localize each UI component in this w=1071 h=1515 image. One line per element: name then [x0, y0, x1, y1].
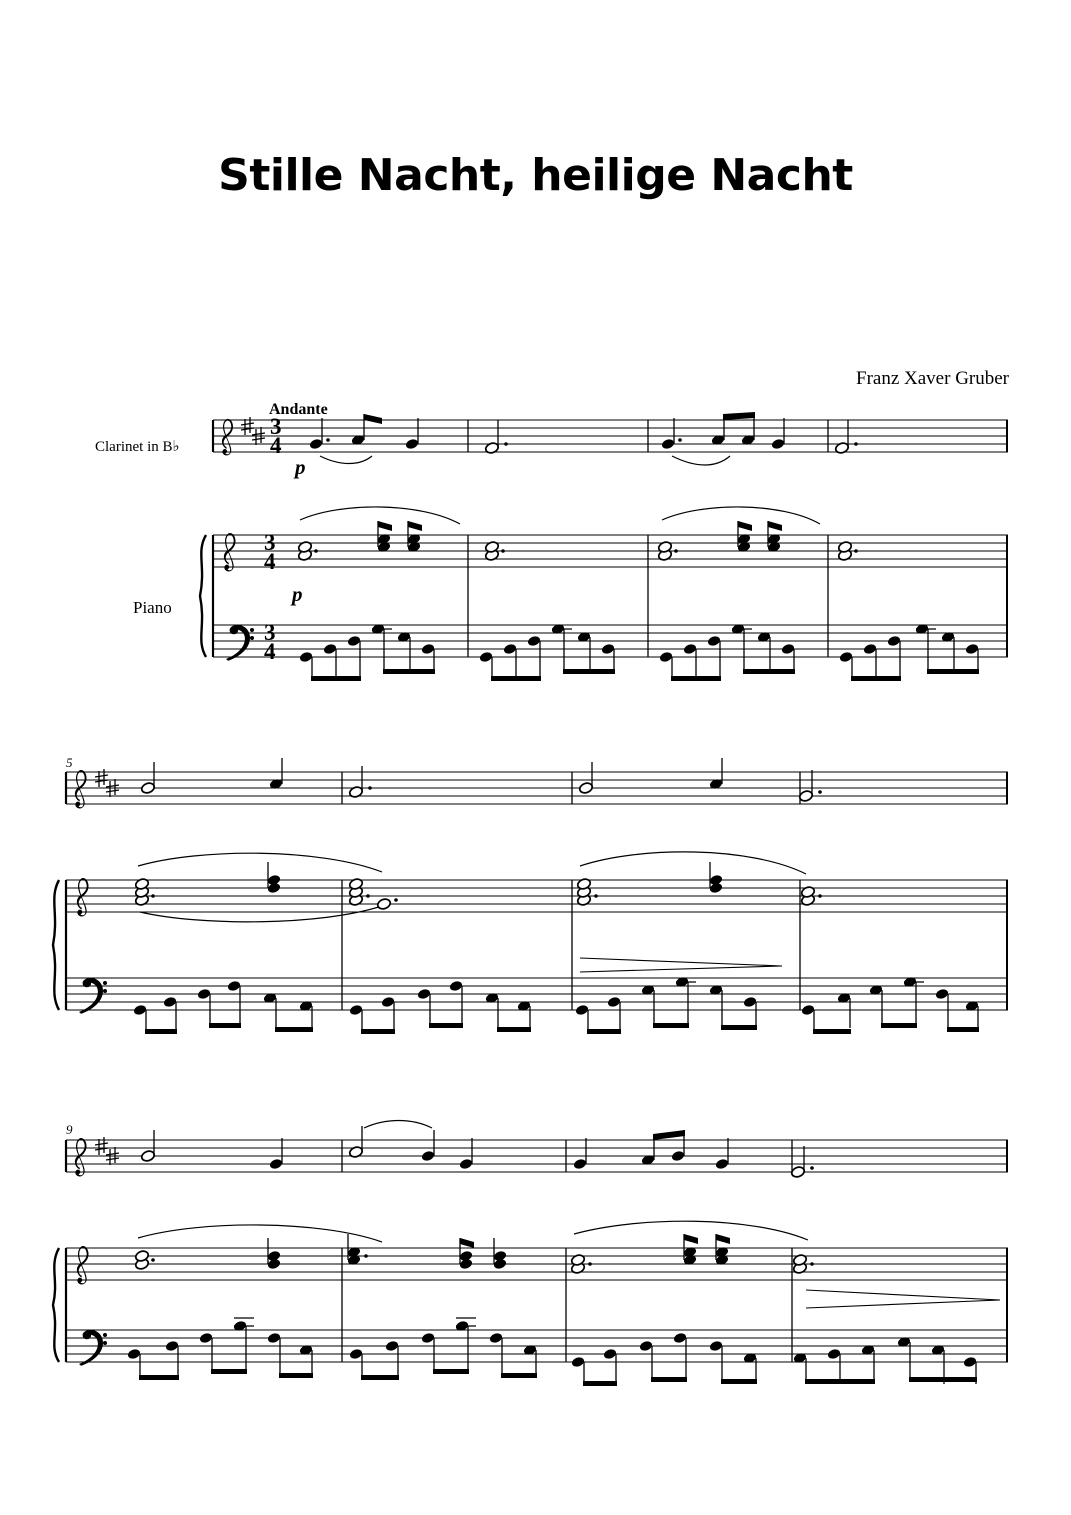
- svg-text:3: 3: [264, 620, 276, 645]
- instrument-label-piano: Piano: [133, 598, 172, 617]
- dynamic-piano-clarinet: p: [295, 455, 306, 479]
- dynamic-piano-keyboard: p: [292, 582, 303, 606]
- svg-text:4: 4: [270, 433, 282, 458]
- svg-text:4: 4: [264, 549, 276, 574]
- svg-text:3: 3: [270, 414, 282, 439]
- instrument-label-clarinet: Clarinet in B♭: [95, 439, 180, 455]
- tempo-marking: Andante: [269, 401, 328, 418]
- measure-number-9: 9: [66, 1122, 73, 1137]
- measure-number-5: 5: [66, 755, 73, 770]
- composer-name: Franz Xaver Gruber: [856, 368, 1009, 389]
- page-title: Stille Nacht, heilige Nacht: [218, 150, 853, 201]
- svg-text:3: 3: [264, 530, 276, 555]
- svg-text:4: 4: [264, 639, 276, 664]
